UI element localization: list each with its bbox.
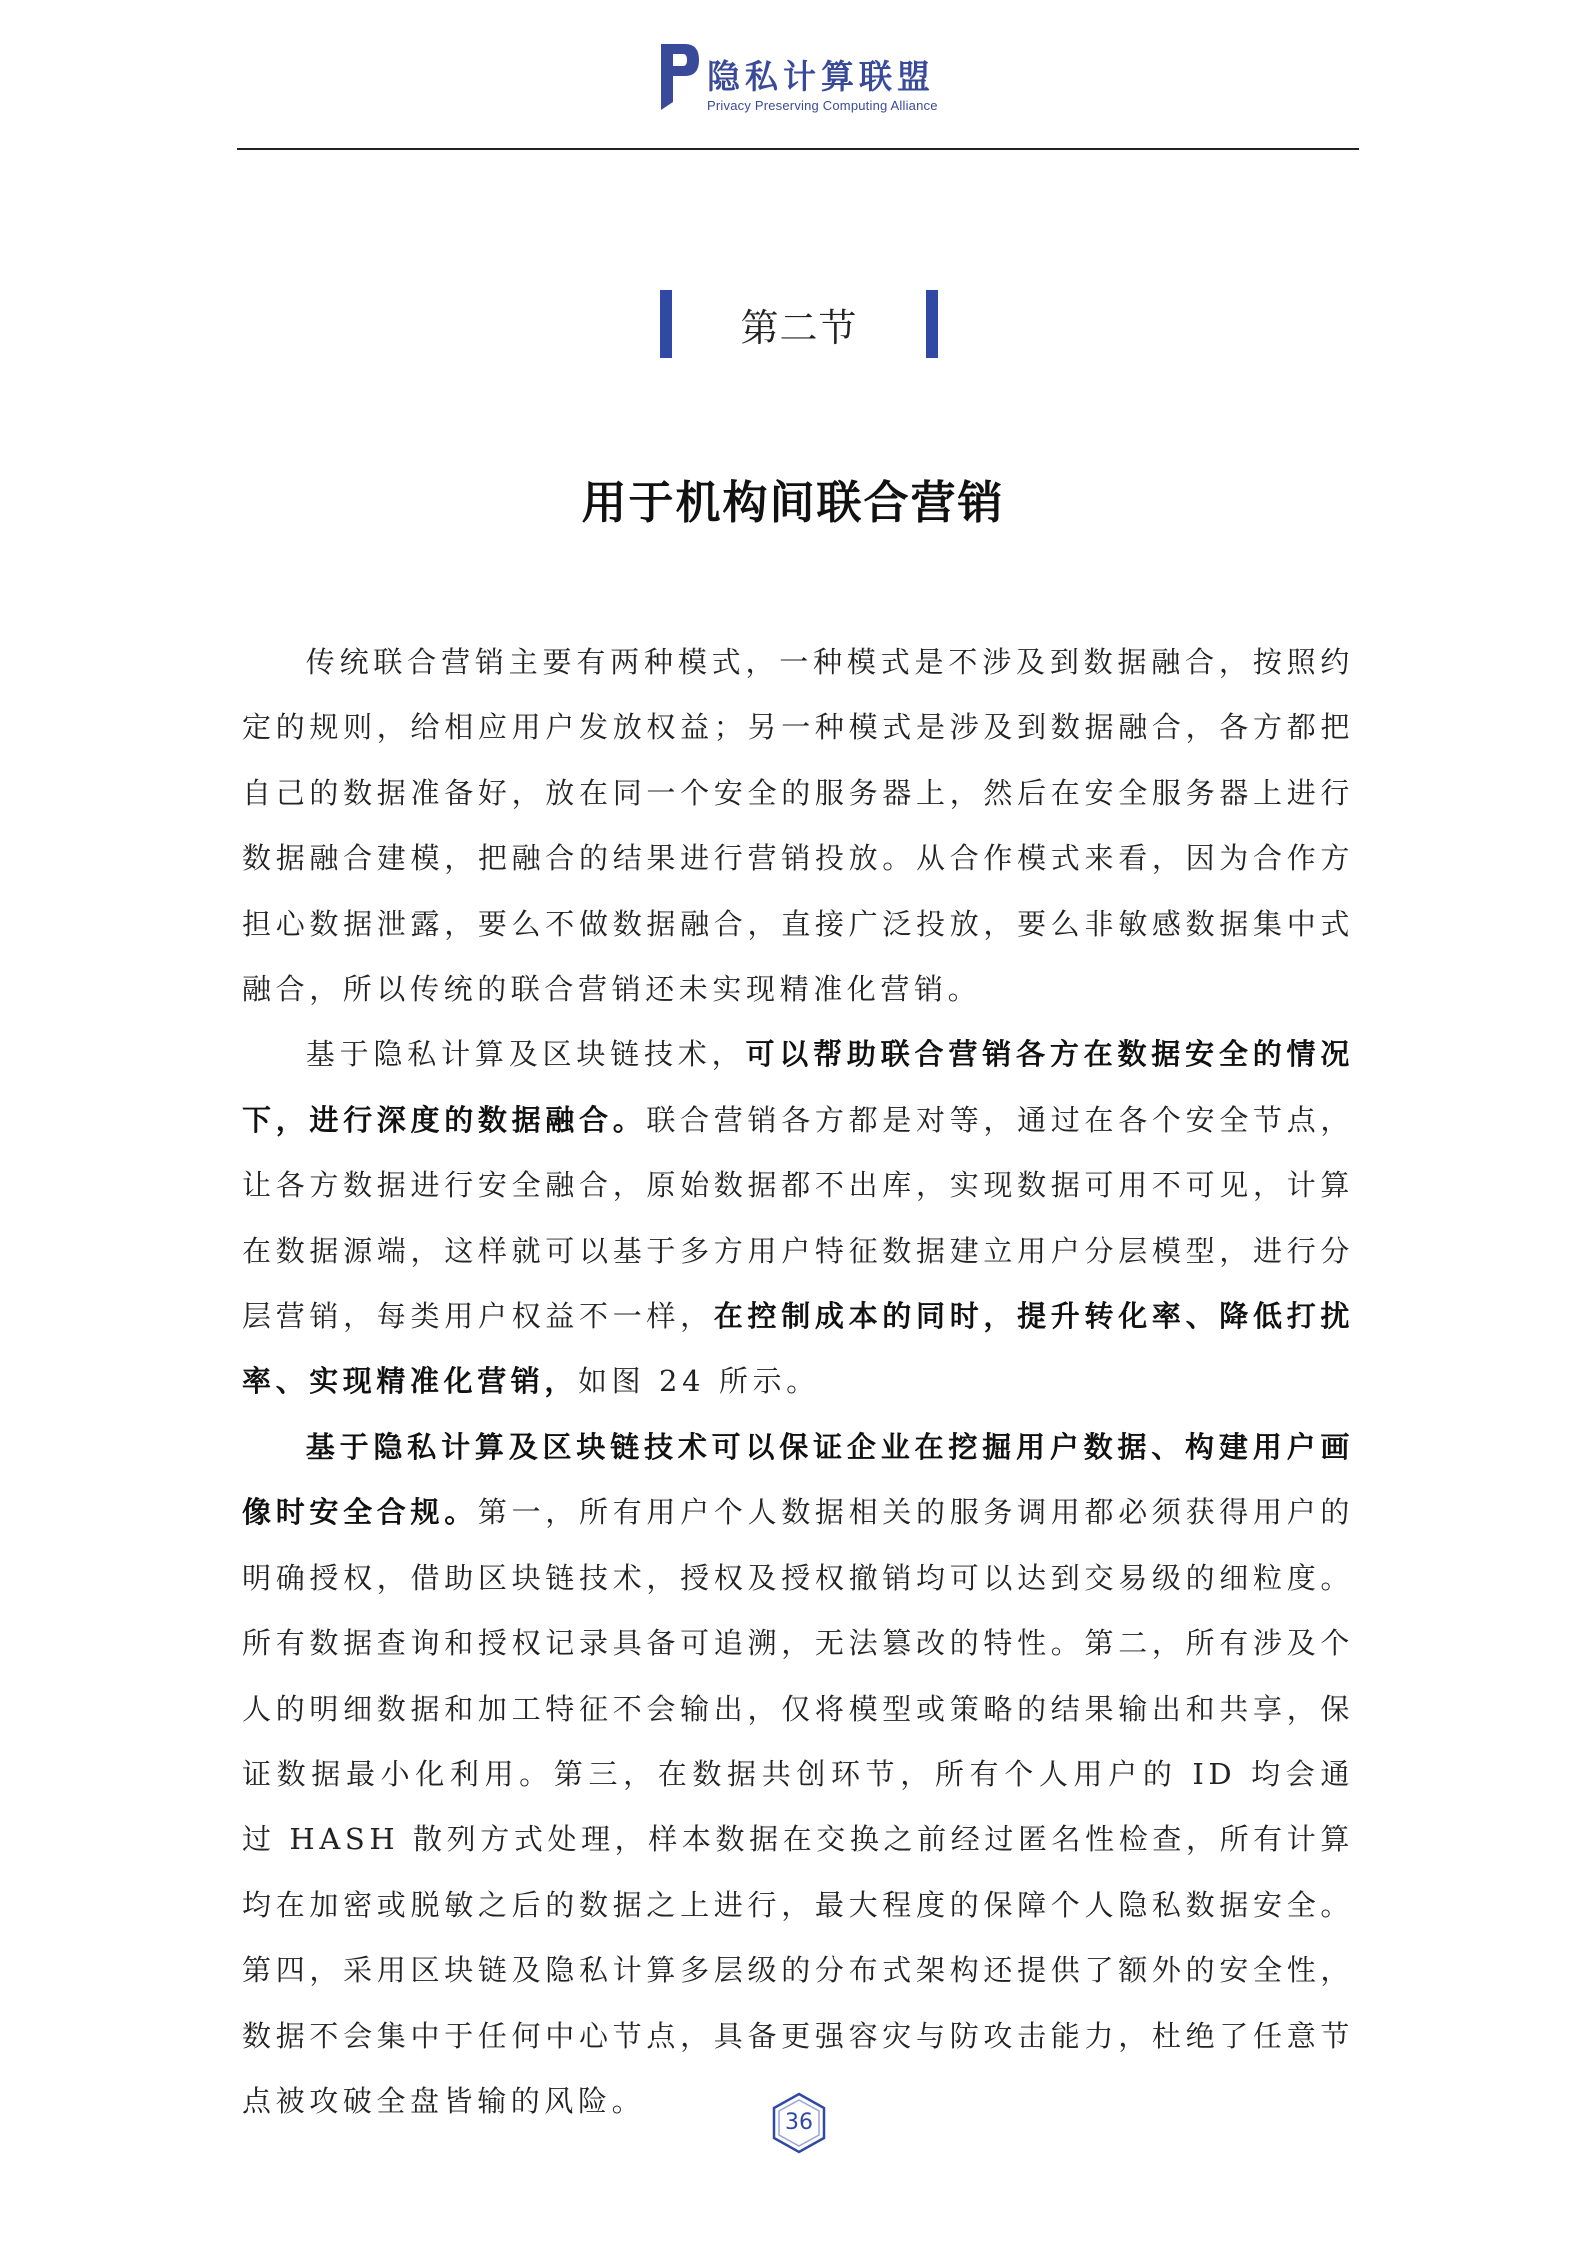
paragraph-3-bold-1: 基于隐私计算及区块链技术可以保证企业在挖掘用户数据、构建用户画像时安全合规。 <box>242 1429 1354 1530</box>
paragraph-3-text-1: 第一，所有用户个人数据相关的服务调用都必须获得用户的明确授权，借助区块链技术，授权及授权撤销均可以达到交易级的细粒度。所有数据查询和授权记录具备可追溯，无法篡改的特性。第二，所有涉及个人的明细数据和加工特征不会输出，仅将模型或策略的结果输出和共享，保证数据最小化利用。第三，在数据共创环节，所有个人用户的 ID 均会通过 HASH 散列方式处理，样本数据在交换之前经过匿名性检查，所有计算均在加密或脱敏之后的数据之上进行，最大程度的保障个人隐私数据安全。第四，采用区块链及隐私计算多层级的分布式架构还提供了额外的安全性，数据不会集中于任何中心节点，具备更强容灾与防攻击能力，杜绝了任意节点被攻破全盘皆输的风险。 <box>242 1495 1354 2118</box>
page-title: 用于机构间联合营销 <box>581 476 1005 529</box>
section-bar-left <box>660 290 672 358</box>
paragraph-2-text-2: 联合营销各方都是对等，通过在各个安全节点，让各方数据进行安全融合，原始数据都不出库，实现数据可用不可见，计算在数据源端，这样就可以基于多方用户特征数据建立用户分层模型，进行分层营销，每类用户权益不一样， <box>242 1102 1354 1334</box>
paragraph-2-bold-1: 可以帮助联合营销各方在数据安全的情况下，进行深度的数据融合。 <box>242 1037 1354 1137</box>
page-number: 36 <box>785 2110 813 2135</box>
paragraph-2 <box>242 1022 1354 1414</box>
paragraph-2-text-3: 如图 24 所示。 <box>578 1364 820 1399</box>
paragraph-2-text-1: 基于隐私计算及区块链技术， <box>305 1037 746 1072</box>
page-header <box>237 0 1359 150</box>
paragraph-1-text: 传统联合营销主要有两种模式，一种模式是不涉及到数据融合，按照约定的规则，给相应用户发放权益；另一种模式是涉及到数据融合，各方都把自己的数据准备好，放在同一个安全的服务器上，然后在安全服务器上进行数据融合建模，把融合的结果进行营销投放。从合作模式来看，因为合作方担心数据泄露，要么不做数据融合，直接广泛投放，要么非敏感数据集中式融合，所以传统的联合营销还未实现精准化营销。 <box>242 645 1354 1007</box>
section-label <box>660 290 938 358</box>
alliance-logo <box>655 38 938 112</box>
brand-name-en: Privacy Preserving Computing Alliance <box>707 98 938 113</box>
logo-text <box>707 38 938 112</box>
paragraph-2-bold-2: 在控制成本的同时，提升转化率、降低打扰率、实现精准化营销， <box>242 1299 1354 1399</box>
section-bar-right <box>926 290 938 358</box>
page-number-badge <box>771 2092 827 2154</box>
article-body <box>242 630 1354 2134</box>
p-shaped-brand-icon <box>655 38 701 112</box>
paragraph-3 <box>242 1415 1354 2134</box>
section-label-text: 第二节 <box>740 305 858 350</box>
paragraph-1 <box>242 630 1354 1022</box>
brand-name-cn: 隐私计算联盟 <box>707 57 935 96</box>
